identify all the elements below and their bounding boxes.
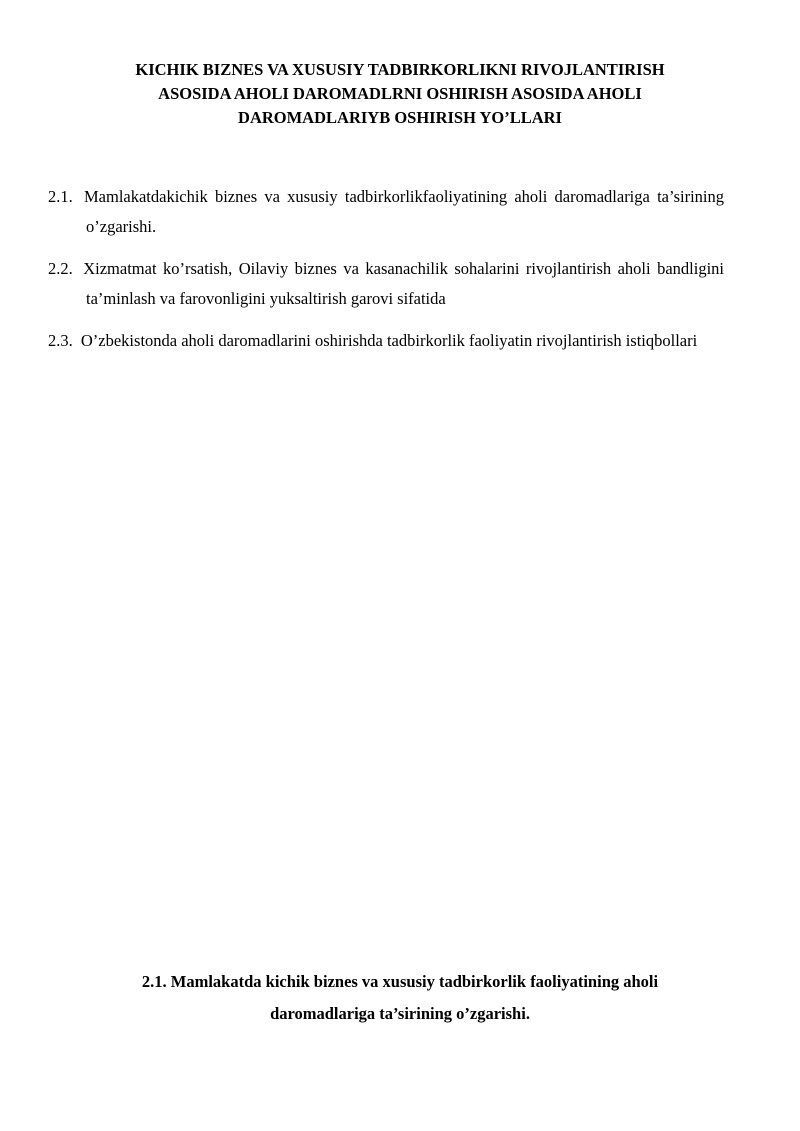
- toc-item-number: 2.1.: [48, 187, 73, 206]
- toc-item-2-1: [48, 182, 724, 242]
- document-title: [60, 58, 740, 130]
- toc-item-number: 2.2.: [48, 259, 73, 278]
- toc-item-text: Xizmatmat ko’rsatish, Oilaviy biznes va kasanachilik sohalarini rivojlantirish aholi bandligini ta’minlash va farovonligini yuksaltirish garovi sifatida: [83, 259, 724, 308]
- toc-item-text: O’zbekistonda aholi daromadlarini oshirishda tadbirkorlik faoliyatin rivojlantirish istiqbollari: [80, 331, 698, 350]
- section-heading-line: daromadlariga ta’sirining o’zgarishi.: [270, 1004, 530, 1023]
- section-heading-2-1: [60, 966, 740, 1030]
- title-line: DAROMADLARIYB OSHIRISH YO’LLARI: [238, 108, 562, 127]
- toc-item-2-3: [48, 326, 724, 356]
- toc-item-text: Mamlakatdakichik biznes va xususiy tadbirkorlikfaoliyatining aholi daromadlariga ta’sirining o’zgarishi.: [84, 187, 724, 236]
- toc-item-2-2: [48, 254, 724, 314]
- title-line: KICHIK BIZNES VA XUSUSIY TADBIRKORLIKNI RIVOJLANTIRISH: [135, 60, 665, 79]
- section-heading-line: 2.1. Mamlakatda kichik biznes va xususiy tadbirkorlik faoliyatining aholi: [141, 972, 659, 991]
- table-of-contents: [48, 182, 724, 368]
- title-line: ASOSIDA AHOLI DAROMADLRNI OSHIRISH ASOSIDA AHOLI: [158, 84, 642, 103]
- toc-item-number: 2.3.: [48, 331, 73, 350]
